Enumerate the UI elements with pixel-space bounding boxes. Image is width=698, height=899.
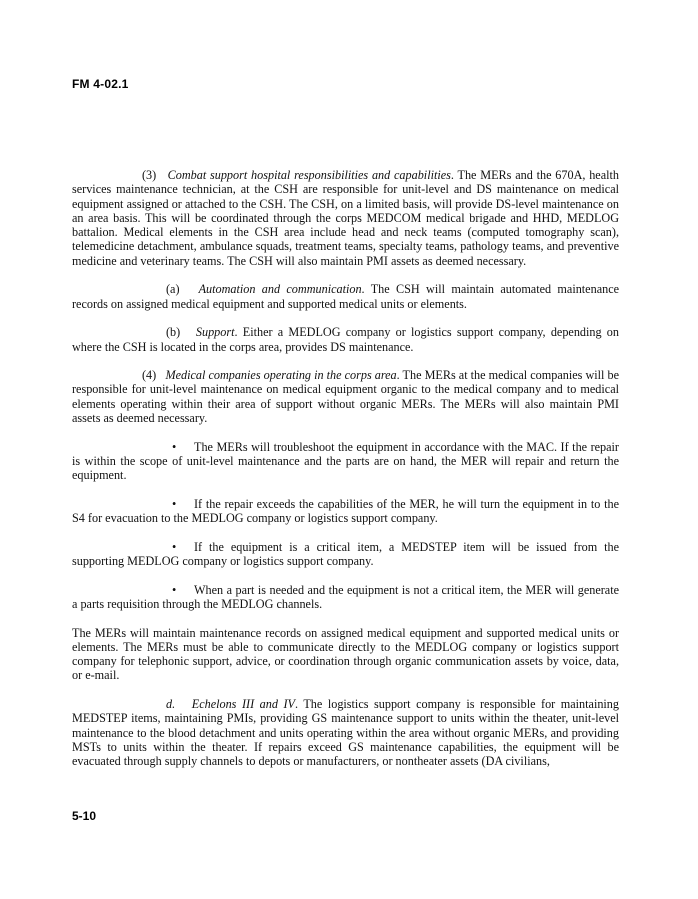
paragraph-heading: Combat support hospital responsibilities and capabilities <box>167 168 451 182</box>
paragraph-number: d. <box>166 696 176 711</box>
paragraph-text: . The CSH will maintain automated maintenance records on assigned medical equipment and supported medical units or elements. <box>72 282 620 311</box>
document-body <box>72 168 619 783</box>
paragraph-support <box>72 325 619 354</box>
bullet-icon: • <box>172 496 177 511</box>
paragraph-number: (a) <box>166 282 180 297</box>
bullet-icon: • <box>172 582 177 597</box>
bullet-icon: • <box>172 439 177 454</box>
bullet-item <box>72 540 619 569</box>
bullet-text: If the repair exceeds the capabilities of the MER, he will turn the equipment in to the S4 for evacuation to the MEDLOG company or logistics support company. <box>72 496 619 526</box>
paragraph-text: . The MERs at the medical companies will be responsible for unit-level maintenance on medical equipment organic to the medical company and to medical elements operating within their area of support without organic MERs. The MERs will also maintain PMI assets as deemed necessary. <box>72 368 619 426</box>
paragraph-heading: Automation and communication <box>198 282 362 297</box>
bullet-text: When a part is needed and the equipment is not a critical item, the MER will generate a parts requisition through the MEDLOG channels. <box>72 582 619 611</box>
bullet-item <box>72 440 619 483</box>
paragraph-text: . Either a MEDLOG company or logistics support company, depending on where the CSH is located in the corps area, provides DS maintenance. <box>72 325 619 354</box>
paragraph-text: . The logistics support company is responsible for maintaining MEDSTEP items, maintaining PMIs, providing GS maintenance support to units within the theater, unit-level maintenance to the blood detachment and units operating within the area without organic MERs, and providing MSTs to units within the theater. If repairs exceed GS maintenance capabilities, the equipment will be evacuated through supply channels to depots or manufacturers, or nontheater assets (DA civilians, <box>72 696 619 769</box>
paragraph-number: (4) <box>142 368 157 383</box>
page-number: 5-10 <box>72 809 97 823</box>
paragraph-number: (b) <box>166 325 181 340</box>
bullet-icon: • <box>172 539 177 554</box>
bullet-text: If the equipment is a critical item, a MEDSTEP item will be issued from the supporting MEDLOG company or logistics support company. <box>72 539 619 569</box>
bullet-item <box>72 583 619 612</box>
paragraph-csh <box>72 168 619 268</box>
paragraph-maintenance-records: The MERs will maintain maintenance records on assigned medical equipment and supported medical units or elements. The MERs must be able to communicate directly to the MEDLOG company or logistics support company for telephonic support, advice, or coordination through organic communication assets by voice, data, or e-mail. <box>72 625 619 683</box>
paragraph-heading: Echelons III and IV <box>191 696 295 711</box>
paragraph-medical-companies <box>72 368 619 425</box>
bullet-text: The MERs will troubleshoot the equipment in accordance with the MAC. If the repair is within the scope of unit-level maintenance and the parts are on hand, the MER will repair and return the equipment. <box>72 439 619 483</box>
paragraph-echelons <box>72 697 619 768</box>
page-header: FM 4-02.1 <box>72 77 129 91</box>
paragraph-automation <box>72 282 619 311</box>
paragraph-text: . The MERs and the 670A, health services maintenance technician, at the CSH are responsible for unit-level and DS maintenance on medical equipment assigned or attached to the CSH. The CSH, on a limited basis, will provide DS-level maintenance on an area basis. This will be coordinated through the corps MEDCOM medical brigade and HHD, MEDLOG battalion. Medical elements in the CSH area include head and neck teams (computed tomography scan), telemedicine detachment, ambulance squads, treatment teams, specialty teams, pathology teams, and preventive medicine and veterinary teams. The CSH will also maintain PMI assets as deemed necessary. <box>72 168 619 268</box>
bullet-item <box>72 497 619 526</box>
paragraph-heading: Medical companies operating in the corps area <box>165 368 397 383</box>
paragraph-heading: Support <box>195 325 235 340</box>
paragraph-number: (3) <box>142 168 157 182</box>
